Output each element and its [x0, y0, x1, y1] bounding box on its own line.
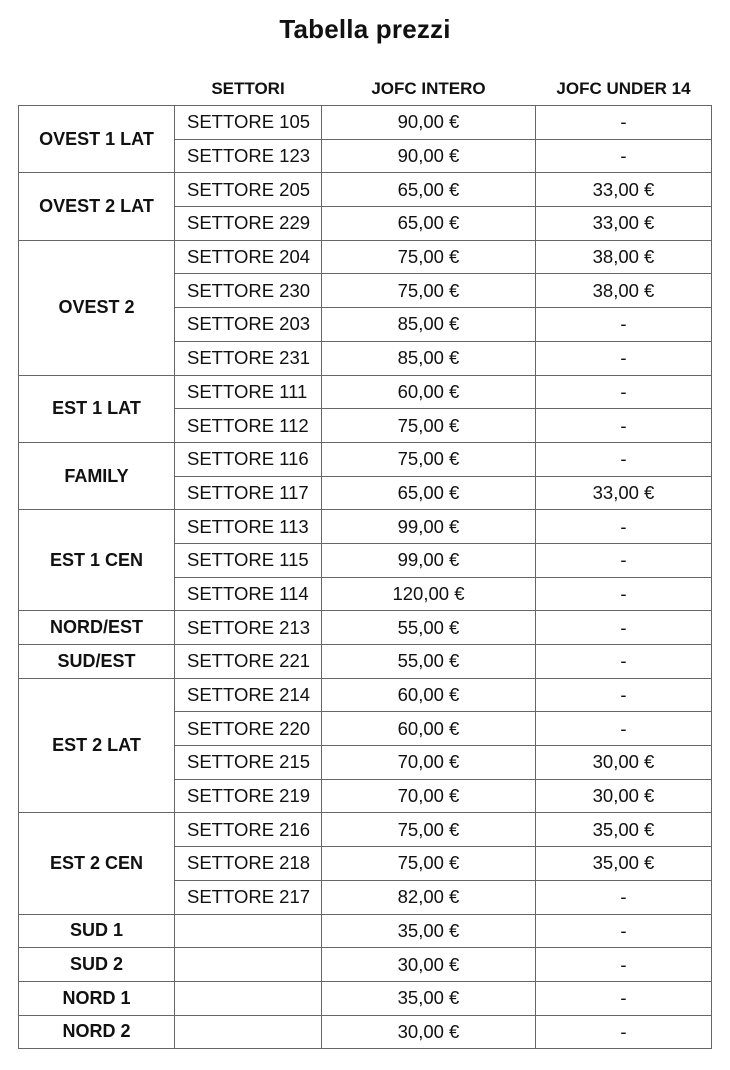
full-price-cell: 75,00 € [322, 409, 536, 443]
full-price-cell: 65,00 € [322, 476, 536, 510]
sector-cell [175, 1015, 322, 1049]
table-row [19, 645, 712, 679]
price-table [18, 72, 712, 1049]
sector-cell: SETTORE 203 [175, 308, 322, 342]
sector-cell [175, 981, 322, 1015]
header-zone [19, 72, 175, 106]
full-price-cell: 75,00 € [322, 240, 536, 274]
full-price-cell: 60,00 € [322, 678, 536, 712]
table-row [19, 240, 712, 274]
under14-price-cell: - [536, 914, 712, 948]
sector-cell: SETTORE 221 [175, 645, 322, 679]
table-row [19, 1015, 712, 1049]
full-price-cell: 99,00 € [322, 510, 536, 544]
under14-price-cell: 30,00 € [536, 746, 712, 780]
full-price-cell: 30,00 € [322, 1015, 536, 1049]
table-row [19, 173, 712, 207]
full-price-cell: 75,00 € [322, 813, 536, 847]
sector-cell: SETTORE 217 [175, 880, 322, 914]
full-price-cell: 70,00 € [322, 746, 536, 780]
zone-cell: SUD/EST [19, 645, 175, 679]
table-row [19, 442, 712, 476]
sector-cell: SETTORE 216 [175, 813, 322, 847]
under14-price-cell: - [536, 510, 712, 544]
table-row [19, 948, 712, 982]
under14-price-cell: - [536, 880, 712, 914]
table-row [19, 813, 712, 847]
zone-cell: EST 2 CEN [19, 813, 175, 914]
zone-cell: FAMILY [19, 442, 175, 509]
full-price-cell: 35,00 € [322, 914, 536, 948]
under14-price-cell: - [536, 678, 712, 712]
zone-cell: EST 1 CEN [19, 510, 175, 611]
full-price-cell: 82,00 € [322, 880, 536, 914]
full-price-cell: 65,00 € [322, 173, 536, 207]
sector-cell: SETTORE 112 [175, 409, 322, 443]
zone-cell: SUD 1 [19, 914, 175, 948]
sector-cell: SETTORE 114 [175, 577, 322, 611]
under14-price-cell: - [536, 611, 712, 645]
sector-cell: SETTORE 219 [175, 779, 322, 813]
full-price-cell: 55,00 € [322, 645, 536, 679]
under14-price-cell: - [536, 645, 712, 679]
full-price-cell: 120,00 € [322, 577, 536, 611]
under14-price-cell: - [536, 577, 712, 611]
sector-cell: SETTORE 229 [175, 207, 322, 241]
zone-cell: OVEST 2 LAT [19, 173, 175, 240]
sector-cell: SETTORE 214 [175, 678, 322, 712]
under14-price-cell: - [536, 409, 712, 443]
full-price-cell: 90,00 € [322, 139, 536, 173]
full-price-cell: 75,00 € [322, 274, 536, 308]
full-price-cell: 85,00 € [322, 308, 536, 342]
full-price-cell: 30,00 € [322, 948, 536, 982]
header-under14-price: JOFC UNDER 14 [556, 78, 691, 98]
sector-cell: SETTORE 123 [175, 139, 322, 173]
under14-price-cell: - [536, 308, 712, 342]
under14-price-cell: 35,00 € [536, 847, 712, 881]
under14-price-cell: - [536, 543, 712, 577]
table-row [19, 106, 712, 140]
under14-price-cell: 35,00 € [536, 813, 712, 847]
header-row [19, 72, 712, 106]
table-row [19, 375, 712, 409]
zone-cell: NORD 2 [19, 1015, 175, 1049]
under14-price-cell: - [536, 139, 712, 173]
under14-price-cell: - [536, 341, 712, 375]
sector-cell: SETTORE 117 [175, 476, 322, 510]
under14-price-cell: - [536, 106, 712, 140]
under14-price-cell: - [536, 442, 712, 476]
under14-price-cell: 38,00 € [536, 240, 712, 274]
table-row [19, 981, 712, 1015]
sector-cell: SETTORE 213 [175, 611, 322, 645]
table-row [19, 914, 712, 948]
full-price-cell: 75,00 € [322, 442, 536, 476]
under14-price-cell: - [536, 1015, 712, 1049]
full-price-cell: 60,00 € [322, 375, 536, 409]
full-price-cell: 35,00 € [322, 981, 536, 1015]
sector-cell: SETTORE 204 [175, 240, 322, 274]
full-price-cell: 99,00 € [322, 543, 536, 577]
zone-cell: SUD 2 [19, 948, 175, 982]
sector-cell: SETTORE 220 [175, 712, 322, 746]
sector-cell: SETTORE 113 [175, 510, 322, 544]
under14-price-cell: - [536, 948, 712, 982]
under14-price-cell: - [536, 712, 712, 746]
sector-cell: SETTORE 115 [175, 543, 322, 577]
full-price-cell: 65,00 € [322, 207, 536, 241]
price-table-header [19, 72, 712, 106]
zone-cell: OVEST 1 LAT [19, 106, 175, 173]
full-price-cell: 70,00 € [322, 779, 536, 813]
under14-price-cell: 33,00 € [536, 476, 712, 510]
header-sector: SETTORI [211, 78, 285, 98]
sector-cell: SETTORE 116 [175, 442, 322, 476]
sector-cell: SETTORE 230 [175, 274, 322, 308]
full-price-cell: 85,00 € [322, 341, 536, 375]
full-price-cell: 90,00 € [322, 106, 536, 140]
under14-price-cell: - [536, 375, 712, 409]
under14-price-cell: 38,00 € [536, 274, 712, 308]
price-table-body [19, 106, 712, 1049]
zone-cell: OVEST 2 [19, 240, 175, 375]
table-row [19, 510, 712, 544]
page-title: Tabella prezzi [279, 14, 451, 44]
zone-cell: NORD 1 [19, 981, 175, 1015]
table-row [19, 611, 712, 645]
under14-price-cell: 30,00 € [536, 779, 712, 813]
full-price-cell: 60,00 € [322, 712, 536, 746]
under14-price-cell: 33,00 € [536, 173, 712, 207]
table-row [19, 678, 712, 712]
under14-price-cell: 33,00 € [536, 207, 712, 241]
full-price-cell: 75,00 € [322, 847, 536, 881]
zone-cell: EST 1 LAT [19, 375, 175, 442]
sector-cell [175, 914, 322, 948]
full-price-cell: 55,00 € [322, 611, 536, 645]
sector-cell: SETTORE 231 [175, 341, 322, 375]
zone-cell: NORD/EST [19, 611, 175, 645]
sector-cell [175, 948, 322, 982]
header-full-price: JOFC INTERO [371, 78, 486, 98]
sector-cell: SETTORE 111 [175, 375, 322, 409]
sector-cell: SETTORE 105 [175, 106, 322, 140]
sector-cell: SETTORE 215 [175, 746, 322, 780]
sector-cell: SETTORE 218 [175, 847, 322, 881]
under14-price-cell: - [536, 981, 712, 1015]
sector-cell: SETTORE 205 [175, 173, 322, 207]
zone-cell: EST 2 LAT [19, 678, 175, 813]
